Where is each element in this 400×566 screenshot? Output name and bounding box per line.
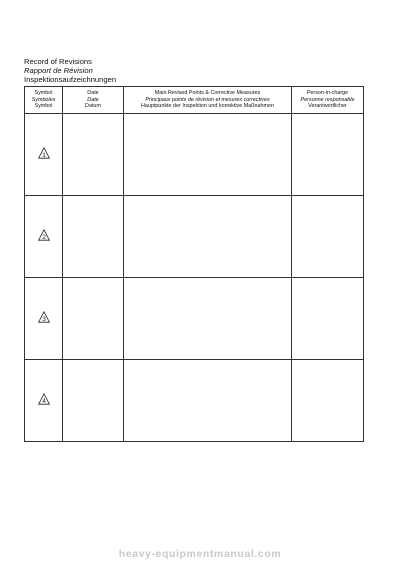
revision-triangle-icon (38, 147, 50, 159)
person-cell[interactable] (292, 360, 364, 442)
date-cell[interactable] (63, 196, 124, 278)
revision-number: 2 (41, 233, 46, 241)
header-symbol: Symbol Symboles Symbol (25, 87, 63, 114)
person-cell[interactable] (292, 196, 364, 278)
date-cell[interactable] (63, 360, 124, 442)
watermark-footer: heavy-equipmentmanual.com (118, 548, 282, 560)
revision-triangle-icon (38, 229, 50, 241)
title-de: Inspektionsaufzeichnungen (24, 75, 117, 85)
symbol-cell (25, 360, 63, 442)
table-row (25, 114, 364, 196)
document-title (24, 57, 116, 85)
table-row (25, 360, 364, 442)
revision-number: 1 (41, 151, 46, 159)
title-en: Record of Revisions (24, 57, 92, 66)
points-cell[interactable] (124, 278, 292, 360)
header-person: Person-in-charge Personne responsable Verantwortlicher (292, 87, 364, 114)
header-main-points: Main Revised Points & Corrective Measures Principaux points de révision et mesures correctives Hauptpunkte der Inspektion und korrektive Maßnahmen (124, 87, 292, 114)
revision-number: 3 (41, 315, 46, 323)
symbol-cell (25, 278, 63, 360)
table-row (25, 278, 364, 360)
table-header-row (25, 87, 364, 114)
revisions-table (24, 86, 364, 442)
points-cell[interactable] (124, 360, 292, 442)
person-cell[interactable] (292, 278, 364, 360)
symbol-cell (25, 114, 63, 196)
table-row (25, 196, 364, 278)
date-cell[interactable] (63, 114, 124, 196)
revision-triangle-icon (38, 393, 50, 405)
title-fr: Rapport de Révision (24, 66, 93, 76)
symbol-cell (25, 196, 63, 278)
date-cell[interactable] (63, 278, 124, 360)
person-cell[interactable] (292, 114, 364, 196)
points-cell[interactable] (124, 114, 292, 196)
points-cell[interactable] (124, 196, 292, 278)
revision-triangle-icon (38, 311, 50, 323)
header-date: Date Date Datum (63, 87, 124, 114)
revision-number: 4 (41, 397, 46, 405)
